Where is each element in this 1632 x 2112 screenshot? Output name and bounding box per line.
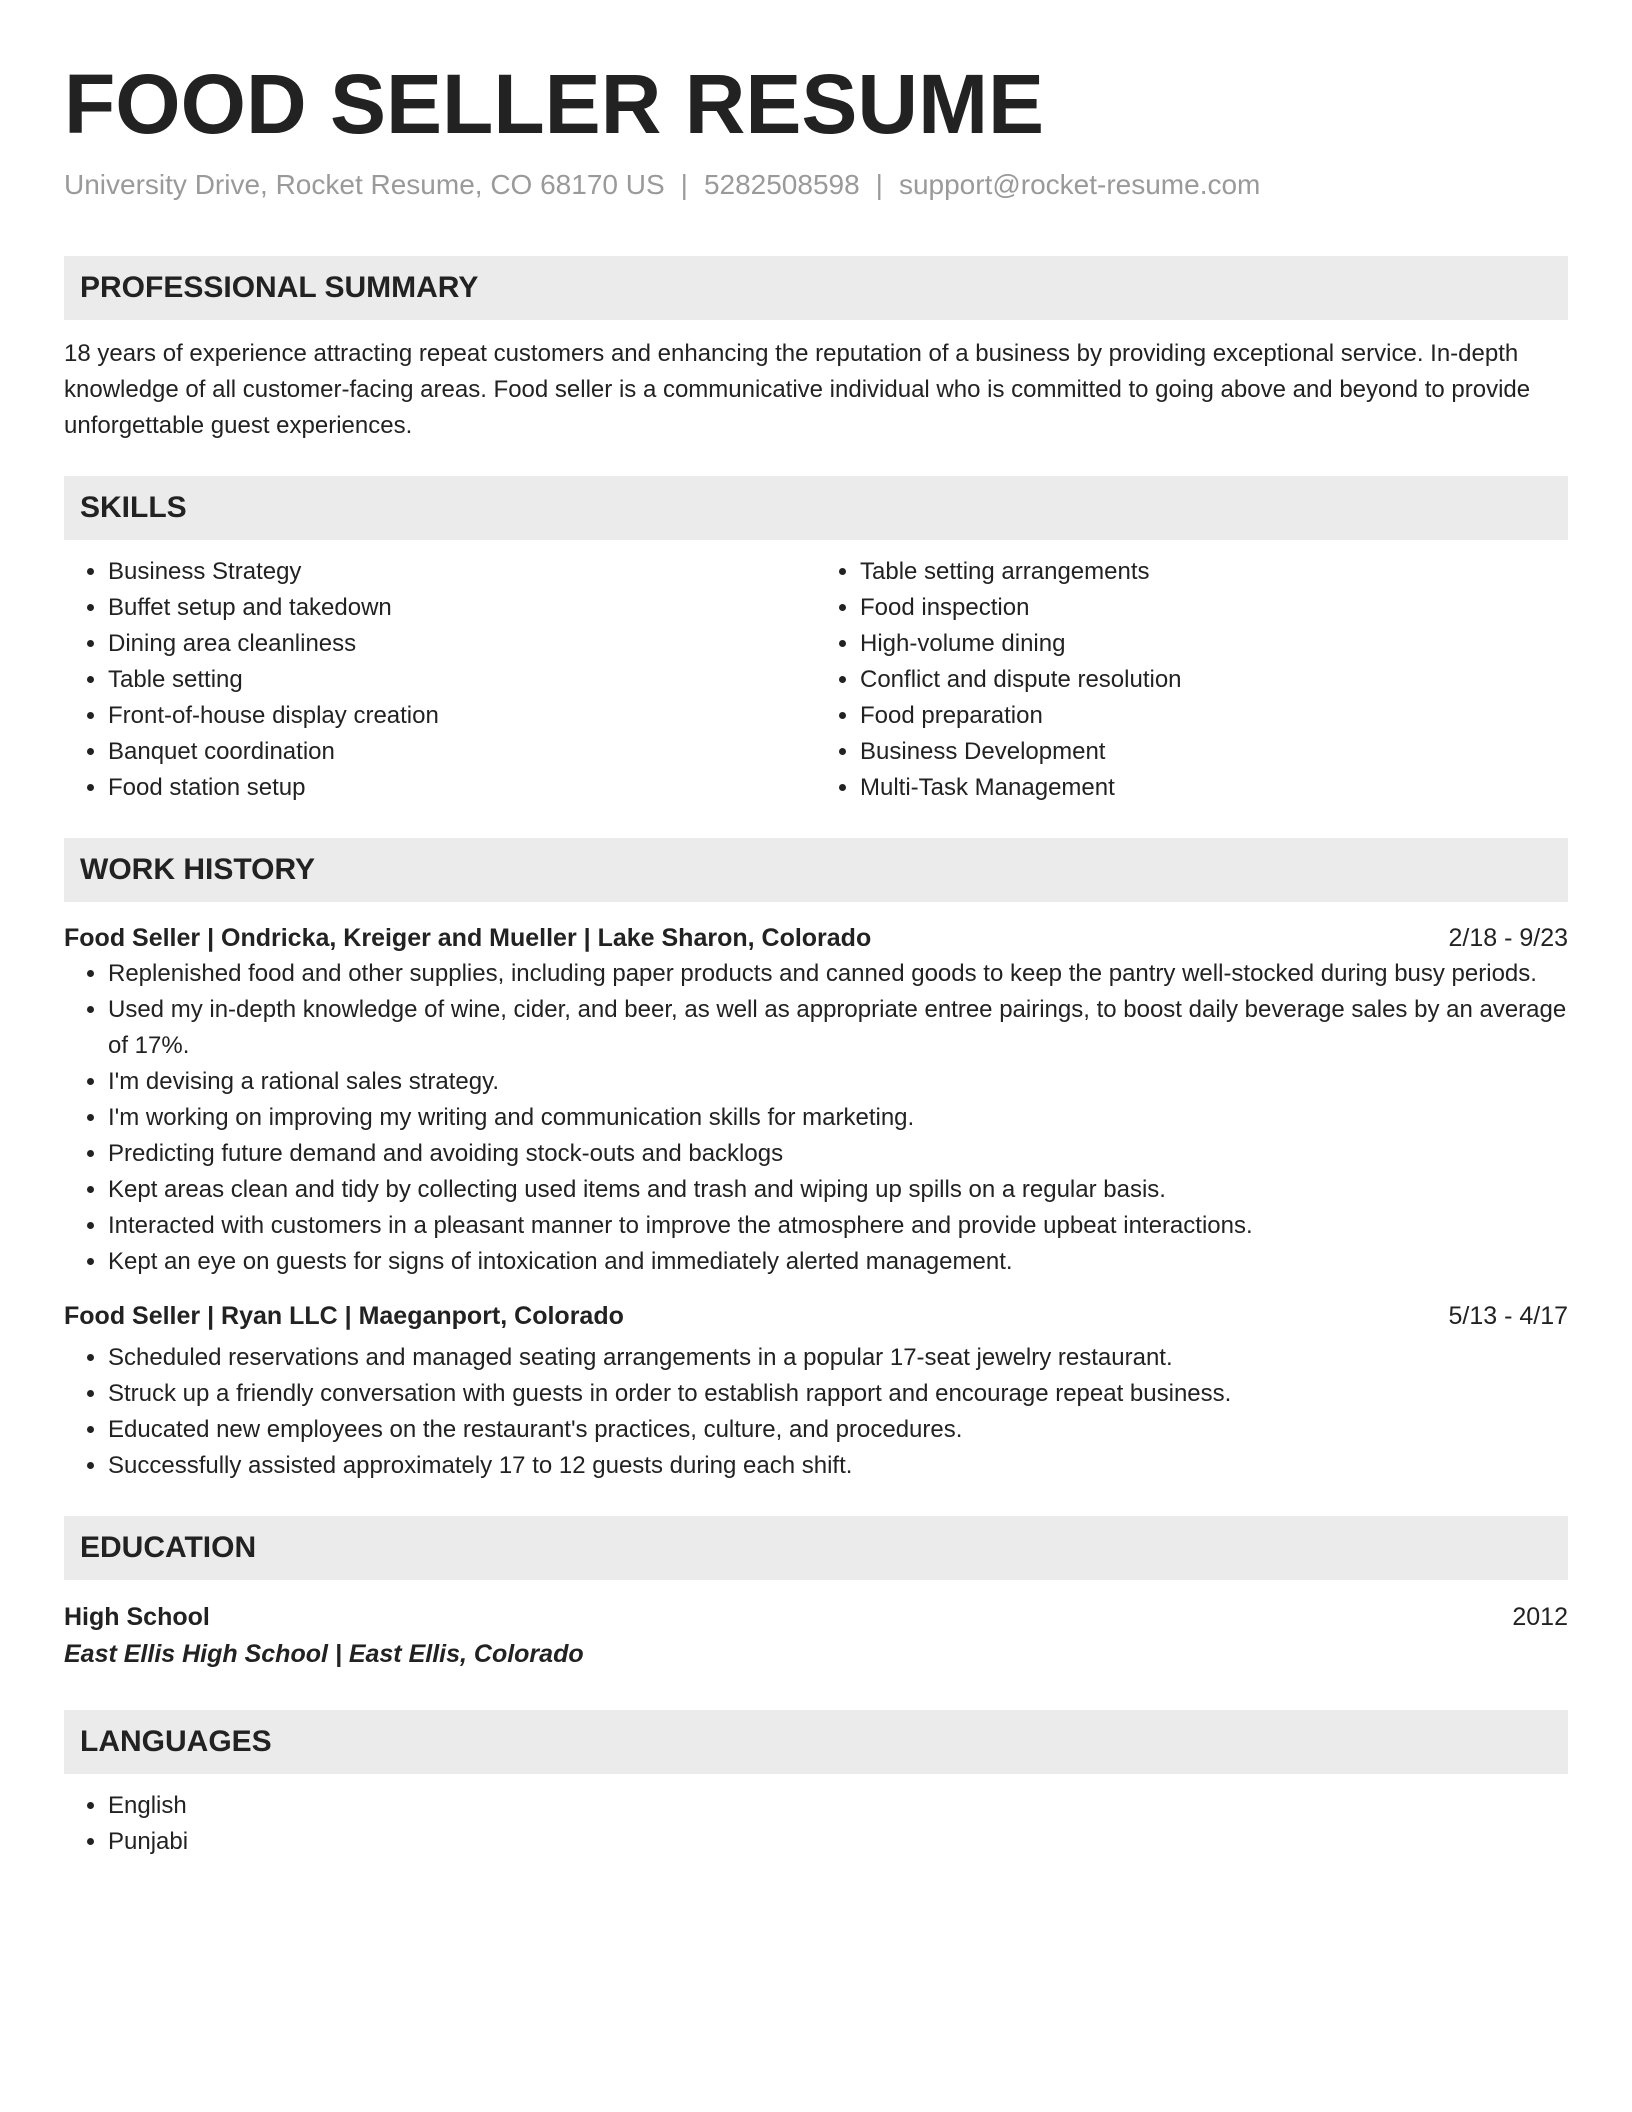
- skill-item: • Table setting arrangements: [860, 554, 1568, 590]
- education-degree: High School: [64, 1603, 210, 1631]
- job-bullet: • Successfully assisted approximately 17 to 12 guests during each shift.: [108, 1448, 1568, 1484]
- job-bullet: • Kept areas clean and tidy by collecting used items and trash and wiping up spills on a regular basis.: [108, 1172, 1568, 1208]
- contact-email: support@rocket-resume.com: [898, 169, 1261, 200]
- language-item: • Punjabi: [108, 1824, 1568, 1860]
- skill-item: • Multi-Task Management: [860, 770, 1568, 806]
- job-bullets: [64, 956, 1568, 1280]
- skill-item: • Banquet coordination: [108, 734, 816, 770]
- contact-separator: |: [680, 169, 688, 200]
- job-entry: [64, 920, 1568, 1280]
- skill-item: • Food station setup: [108, 770, 816, 806]
- languages-heading: LANGUAGES: [64, 1710, 1568, 1774]
- education-heading: EDUCATION: [64, 1516, 1568, 1580]
- job-title: Food Seller | Ondricka, Kreiger and Mueller | Lake Sharon, Colorado: [64, 924, 872, 952]
- education-row: [64, 1598, 1568, 1636]
- job-bullet: • Replenished food and other supplies, including paper products and canned goods to keep the pantry well-stocked during busy periods.: [108, 956, 1568, 992]
- skill-item: • Business Development: [860, 734, 1568, 770]
- skill-item: • Business Strategy: [108, 554, 816, 590]
- job-bullet: • Struck up a friendly conversation with guests in order to establish rapport and encourage repeat business.: [108, 1376, 1568, 1412]
- skill-item: • Food preparation: [860, 698, 1568, 734]
- work-section: [64, 838, 1568, 1484]
- skills-section: [64, 476, 1568, 806]
- skill-item: • Conflict and dispute resolution: [860, 662, 1568, 698]
- job-header: [64, 1298, 1568, 1334]
- summary-heading: PROFESSIONAL SUMMARY: [64, 256, 1568, 320]
- summary-text: 18 years of experience attracting repeat customers and enhancing the reputation of a business by providing exceptional service. In-depth knowledge of all customer-facing areas. Food seller is a communicative individual who is committed to going above and beyond to provide unforgettable guest experiences.: [64, 340, 1531, 439]
- contact-phone: 5282508598: [703, 169, 860, 200]
- resume-title: FOOD SELLER RESUME: [64, 57, 1045, 151]
- skills-heading: SKILLS: [64, 476, 1568, 540]
- skill-item: • Buffet setup and takedown: [108, 590, 816, 626]
- skills-list-right: [816, 554, 1568, 806]
- job-bullet: • Interacted with customers in a pleasant manner to improve the atmosphere and provide upbeat interactions.: [108, 1208, 1568, 1244]
- skills-list-left: [64, 554, 816, 806]
- job-bullet: • I'm devising a rational sales strategy.: [108, 1064, 1568, 1100]
- job-bullet: • I'm working on improving my writing and communication skills for marketing.: [108, 1100, 1568, 1136]
- language-item: • English: [108, 1788, 1568, 1824]
- skills-grid: [64, 554, 1568, 806]
- job-bullet: • Kept an eye on guests for signs of intoxication and immediately alerted management.: [108, 1244, 1568, 1280]
- job-dates: 2/18 - 9/23: [1448, 924, 1568, 952]
- work-heading: WORK HISTORY: [64, 838, 1568, 902]
- job-bullet: • Educated new employees on the restaurant's practices, culture, and procedures.: [108, 1412, 1568, 1448]
- contact-address: University Drive, Rocket Resume, CO 68170 US: [64, 169, 665, 200]
- skill-item: • Front-of-house display creation: [108, 698, 816, 734]
- languages-list: [64, 1788, 1568, 1860]
- skill-item: • High-volume dining: [860, 626, 1568, 662]
- job-bullet: • Predicting future demand and avoiding stock-outs and backlogs: [108, 1136, 1568, 1172]
- languages-section: [64, 1710, 1568, 1860]
- education-school: East Ellis High School | East Ellis, Colorado: [64, 1640, 584, 1668]
- skill-item: • Dining area cleanliness: [108, 626, 816, 662]
- contact-line: [64, 168, 1568, 202]
- skill-item: • Food inspection: [860, 590, 1568, 626]
- education-section: [64, 1516, 1568, 1672]
- contact-separator: |: [875, 169, 883, 200]
- job-bullets: [64, 1340, 1568, 1484]
- education-year: 2012: [1512, 1603, 1568, 1631]
- summary-section: [64, 256, 1568, 444]
- job-header: [64, 920, 1568, 956]
- job-bullet: • Scheduled reservations and managed seating arrangements in a popular 17-seat jewelry restaurant.: [108, 1340, 1568, 1376]
- job-dates: 5/13 - 4/17: [1448, 1302, 1568, 1330]
- skill-item: • Table setting: [108, 662, 816, 698]
- job-bullet: • Used my in-depth knowledge of wine, cider, and beer, as well as appropriate entree pairings, to boost daily beverage sales by an average of 17%.: [108, 992, 1568, 1064]
- job-title: Food Seller | Ryan LLC | Maeganport, Colorado: [64, 1302, 624, 1330]
- job-entry: [64, 1298, 1568, 1484]
